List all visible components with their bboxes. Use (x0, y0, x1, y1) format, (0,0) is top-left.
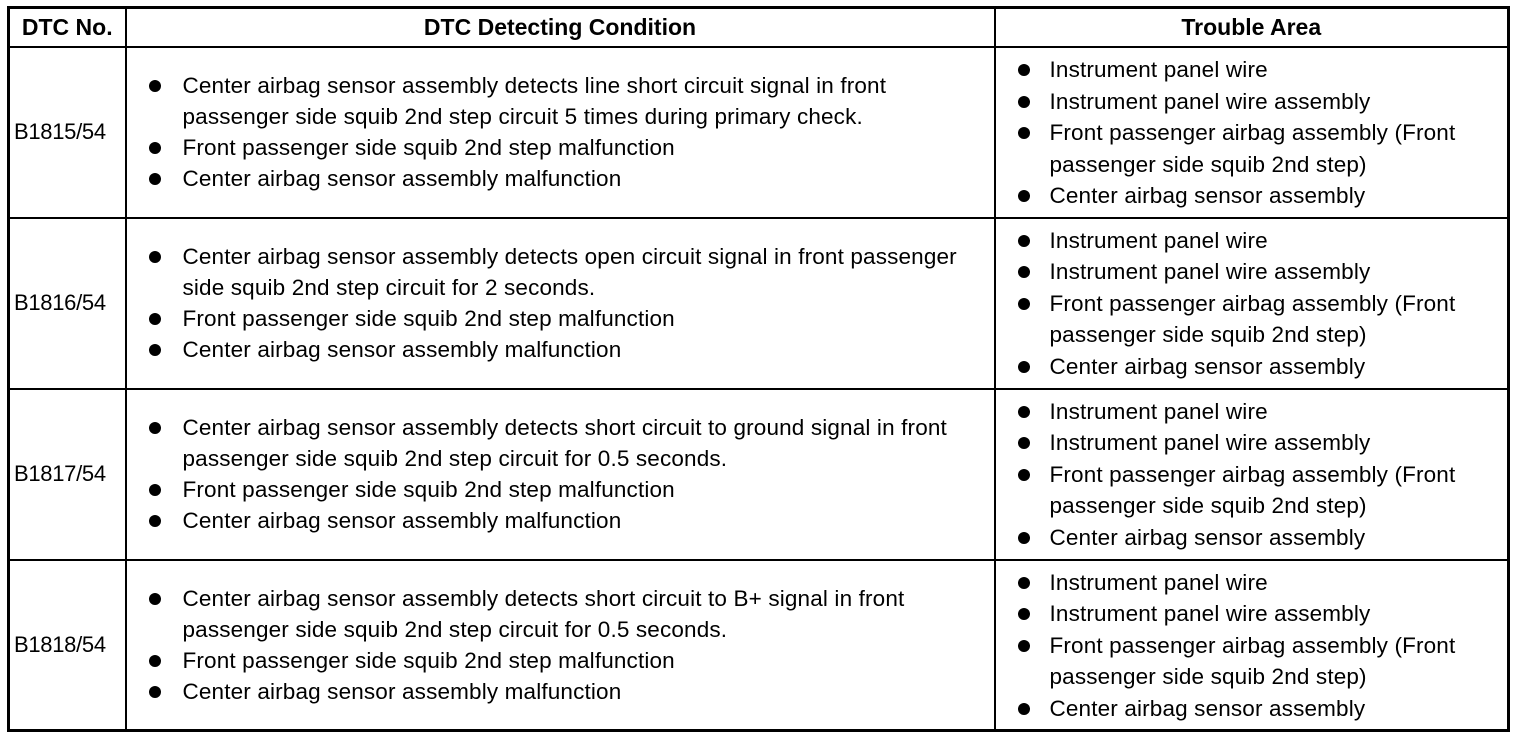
condition-item-text: Front passenger side squib 2nd step malfunction (182, 306, 675, 332)
trouble-area-cell (995, 389, 1509, 560)
bullet-icon (149, 484, 161, 496)
bullet-icon (1018, 127, 1030, 139)
bullet-icon (149, 313, 161, 325)
trouble-area-item (1018, 598, 1504, 630)
trouble-area-item (1018, 225, 1504, 257)
detecting-condition-cell (126, 47, 995, 218)
condition-item (149, 474, 990, 505)
condition-item-text: Center airbag sensor assembly detects short circuit to B+ signal in front passenger side squib 2nd step circuit for 0.5 seconds. (182, 585, 905, 642)
trouble-area-item-text: Center airbag sensor assembly (1049, 524, 1366, 550)
detecting-condition-cell (126, 218, 995, 389)
bullet-icon (1018, 190, 1030, 202)
bullet-icon (1018, 469, 1030, 481)
dtc-table (7, 6, 1510, 732)
trouble-area-item-text: Instrument panel wire (1049, 227, 1268, 253)
table-row (9, 47, 1509, 218)
trouble-area-item-text: Instrument panel wire (1049, 398, 1268, 424)
trouble-area-item (1018, 396, 1504, 428)
condition-item-text: Center airbag sensor assembly malfunction (182, 337, 622, 363)
condition-item (149, 241, 990, 303)
bullet-icon (1018, 640, 1030, 652)
trouble-area-item (1018, 630, 1504, 693)
dtc-code: B1818/54 (9, 560, 126, 731)
trouble-area-cell-list (1018, 567, 1504, 725)
bullet-icon (1018, 437, 1030, 449)
condition-item (149, 70, 990, 132)
bullet-icon (149, 173, 161, 185)
header-detecting-condition: DTC Detecting Condition (126, 8, 995, 48)
bullet-icon (149, 142, 161, 154)
condition-item-text: Center airbag sensor assembly detects open circuit signal in front passenger side squib 2nd step circuit for 2 seconds. (182, 244, 957, 301)
trouble-area-item (1018, 459, 1504, 522)
trouble-area-item-text: Instrument panel wire assembly (1049, 430, 1371, 456)
trouble-area-item-text: Instrument panel wire assembly (1049, 259, 1371, 285)
detecting-condition-cell-list (149, 583, 990, 707)
dtc-code: B1815/54 (9, 47, 126, 218)
trouble-area-item-text: Center airbag sensor assembly (1049, 353, 1366, 379)
bullet-icon (1018, 361, 1030, 373)
bullet-icon (1018, 532, 1030, 544)
bullet-icon (1018, 608, 1030, 620)
condition-item-text: Center airbag sensor assembly malfunction (182, 166, 622, 192)
condition-item-text: Center airbag sensor assembly malfunction (182, 508, 622, 534)
trouble-area-item (1018, 693, 1504, 725)
bullet-icon (1018, 406, 1030, 418)
trouble-area-item-text: Front passenger airbag assembly (Front passenger side squib 2nd step) (1049, 120, 1456, 177)
detecting-condition-cell-list (149, 70, 990, 194)
trouble-area-item (1018, 117, 1504, 180)
trouble-area-item-text: Instrument panel wire (1049, 57, 1268, 82)
trouble-area-cell (995, 218, 1509, 389)
trouble-area-item-text: Instrument panel wire assembly (1049, 88, 1371, 114)
bullet-icon (1018, 96, 1030, 108)
trouble-area-cell (995, 560, 1509, 731)
bullet-icon (149, 655, 161, 667)
trouble-area-item (1018, 180, 1504, 212)
condition-item-text: Front passenger side squib 2nd step malfunction (182, 477, 675, 503)
condition-item (149, 505, 990, 536)
table-body (9, 47, 1509, 731)
bullet-icon (149, 593, 161, 605)
table-row (9, 218, 1509, 389)
condition-item (149, 163, 990, 194)
dtc-code: B1817/54 (9, 389, 126, 560)
condition-item-text: Front passenger side squib 2nd step malfunction (182, 135, 675, 161)
detecting-condition-cell (126, 389, 995, 560)
condition-item-text: Front passenger side squib 2nd step malfunction (182, 647, 675, 673)
condition-item (149, 132, 990, 163)
bullet-icon (149, 686, 161, 698)
trouble-area-item-text: Instrument panel wire assembly (1049, 601, 1371, 627)
bullet-icon (1018, 703, 1030, 715)
trouble-area-cell-list (1018, 54, 1504, 212)
condition-item (149, 334, 990, 365)
trouble-area-item (1018, 288, 1504, 351)
bullet-icon (1018, 577, 1030, 589)
condition-item (149, 303, 990, 334)
trouble-area-item (1018, 86, 1504, 118)
bullet-icon (1018, 64, 1030, 76)
trouble-area-item-text: Front passenger airbag assembly (Front passenger side squib 2nd step) (1049, 461, 1456, 519)
condition-item (149, 676, 990, 707)
table-row (9, 560, 1509, 731)
condition-item (149, 583, 990, 645)
condition-item (149, 412, 990, 474)
trouble-area-cell (995, 47, 1509, 218)
bullet-icon (149, 344, 161, 356)
detecting-condition-cell-list (149, 241, 990, 365)
header-row (9, 8, 1509, 48)
trouble-area-item (1018, 427, 1504, 459)
trouble-area-cell-list (1018, 396, 1504, 554)
bullet-icon (1018, 298, 1030, 310)
bullet-icon (149, 515, 161, 527)
dtc-code: B1816/54 (9, 218, 126, 389)
trouble-area-item-text: Center airbag sensor assembly (1049, 695, 1366, 721)
bullet-icon (149, 251, 161, 263)
trouble-area-item (1018, 567, 1504, 599)
header-dtc-no: DTC No. (9, 8, 126, 48)
trouble-area-item-text: Front passenger airbag assembly (Front passenger side squib 2nd step) (1049, 290, 1456, 348)
trouble-area-item (1018, 522, 1504, 554)
table-row (9, 389, 1509, 560)
bullet-icon (1018, 266, 1030, 278)
condition-item-text: Center airbag sensor assembly malfunction (182, 678, 622, 704)
bullet-icon (1018, 235, 1030, 247)
header-trouble-area: Trouble Area (995, 8, 1509, 48)
condition-item-text: Center airbag sensor assembly detects line short circuit signal in front passenger side squib 2nd step circuit 5 times during primary check. (182, 73, 887, 130)
bullet-icon (149, 422, 161, 434)
trouble-area-item (1018, 54, 1504, 86)
detecting-condition-cell-list (149, 412, 990, 536)
bullet-icon (149, 80, 161, 92)
trouble-area-item-text: Center airbag sensor assembly (1049, 183, 1366, 208)
trouble-area-item-text: Front passenger airbag assembly (Front passenger side squib 2nd step) (1049, 632, 1456, 690)
trouble-area-item (1018, 351, 1504, 383)
trouble-area-item-text: Instrument panel wire (1049, 569, 1268, 595)
trouble-area-cell-list (1018, 225, 1504, 383)
condition-item-text: Center airbag sensor assembly detects short circuit to ground signal in front passenger side squib 2nd step circuit for 0.5 seconds. (182, 415, 947, 472)
detecting-condition-cell (126, 560, 995, 731)
condition-item (149, 645, 990, 676)
trouble-area-item (1018, 256, 1504, 288)
